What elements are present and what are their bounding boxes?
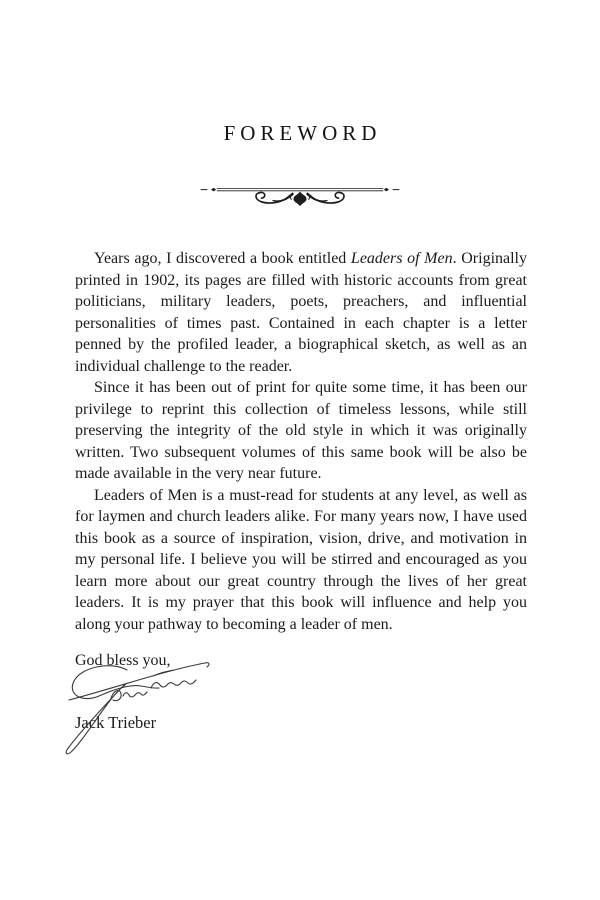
divider-ornament-icon — [200, 181, 400, 211]
paragraph — [75, 248, 527, 377]
paragraph-text: . Originally printed in 1902, its pages are filled with historic accounts from great politicians, military leaders, poets, preachers, and influential personalities of times past. Contained in each chapter is a letter penned by the profiled leader, a biographical sketch, as well as an individual challenge to the reader. — [75, 250, 528, 375]
paragraph-text: Leaders of Men is a must-read for students at any level, as well as for laymen and church leaders alike. For many years now, I have used this book as a source of inspiration, vision, drive, and motivation in my personal life. I believe you will be stirred and encouraged as you learn more about our great country through the lives of her great leaders. It is my prayer that this book will influence and help you along your pathway to becoming a leader of men. — [75, 486, 527, 633]
body-paragraphs — [75, 248, 527, 635]
closing-block — [75, 650, 527, 733]
page-title: FOREWORD — [223, 121, 382, 145]
paragraph-text: Since it has been out of print for quite some time, it has been our privilege to reprint this collection of timeless lessons, while still preserving the integrity of the old style in which it was originally written. Two subsequent volumes of this same book will be also be made available in the very near future. — [75, 379, 527, 482]
book-title-italic: Leaders of Men — [350, 250, 453, 267]
salutation: God bless you, — [75, 652, 171, 669]
signature-printed-name: Jack Trieber — [75, 712, 157, 732]
paragraph — [75, 377, 527, 485]
paragraph-text: Years ago, I discovered a book entitled — [94, 250, 351, 267]
paragraph — [75, 485, 527, 636]
